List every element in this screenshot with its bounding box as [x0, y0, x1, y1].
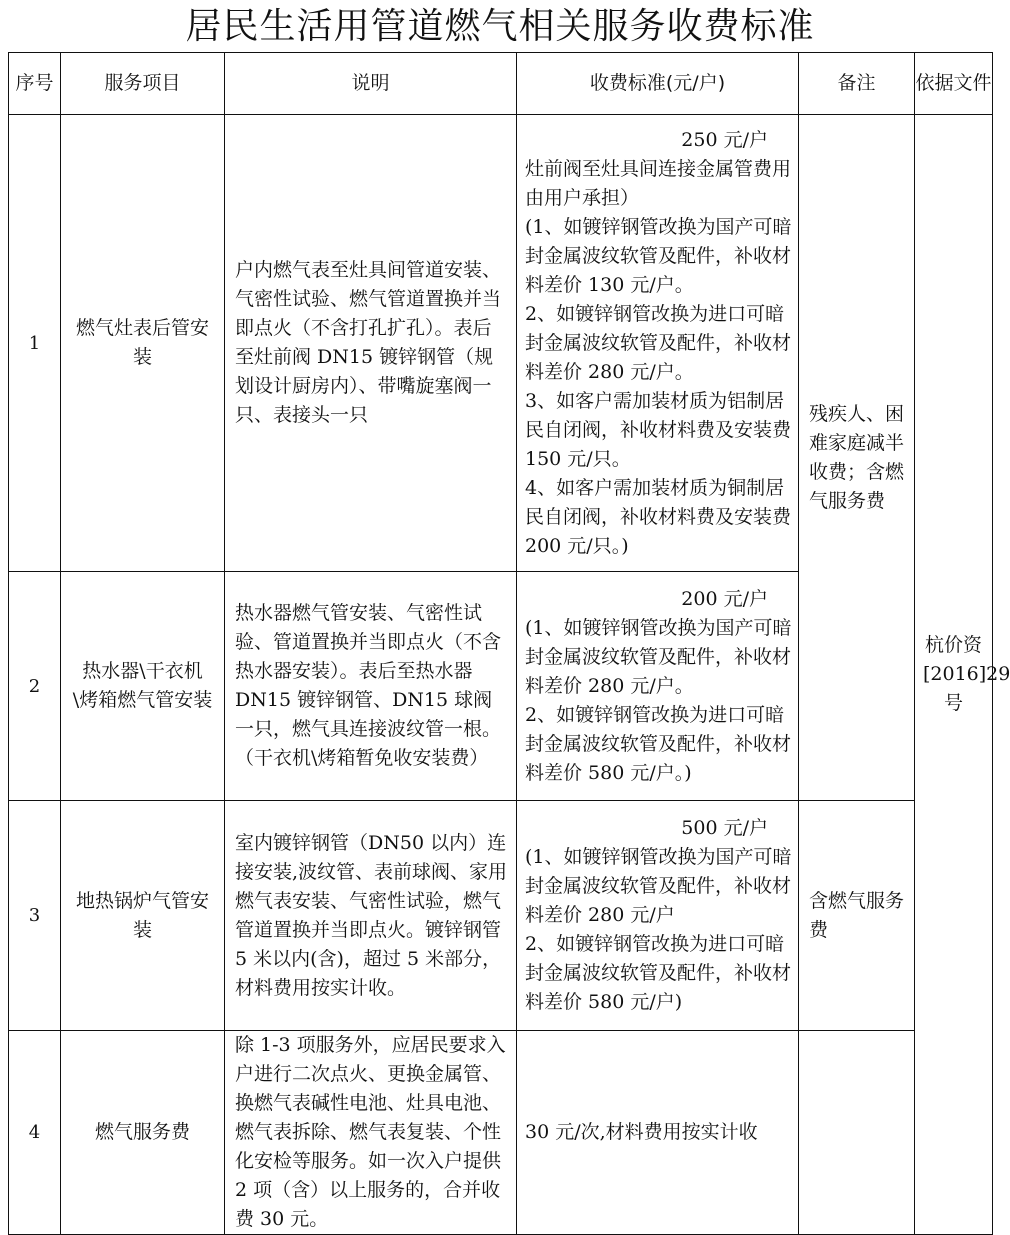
- row-item: 热水器\干衣机\烤箱燃气管安装: [61, 572, 225, 801]
- page-title: 居民生活用管道燃气相关服务收费标准: [185, 6, 815, 47]
- fee-amount: 500 元/户: [681, 817, 768, 839]
- row-fee: [517, 115, 799, 572]
- basis-document: 杭价资[2016]29号: [915, 115, 993, 1235]
- row-desc: 热水器燃气管安装、气密性试验、管道置换并当即点火（不含热水器安装）。表后至热水器 DN15 镀锌钢管、DN15 球阀一只，燃气具连接波纹管一根。（干衣机\烤箱暂免收安装费）: [225, 572, 517, 801]
- row-fee: [517, 1031, 799, 1235]
- table-row: [9, 115, 993, 572]
- row-desc: 除 1-3 项服务外，应居民要求入户进行二次点火、更换金属管、换燃气表碱性电池、灶具电池、燃气表拆除、燃气表复装、个性化安检等服务。如一次入户提供 2 项（含）以上服务的，合并收费 30 元。: [225, 1031, 517, 1235]
- fee-line: (1、如镀锌钢管改换为国产可暗封金属波纹软管及配件，补收材料差价 280 元/户。: [525, 616, 792, 697]
- fee-line: 4、如客户需加装材质为铜制居民自闭阀，补收材料费及安装费 200 元/只。): [525, 476, 792, 557]
- row-index: 2: [9, 572, 61, 801]
- fee-line: 2、如镀锌钢管改换为进口可暗封金属波纹软管及配件，补收材料差价 580 元/户。): [525, 703, 792, 784]
- fee-line: 3、如客户需加装材质为铝制居民自闭阀，补收材料费及安装费 150 元/只。: [525, 389, 792, 470]
- header-item: 服务项目: [61, 53, 225, 115]
- row-index: 3: [9, 801, 61, 1031]
- row-item: 燃气灶表后管安装: [61, 115, 225, 572]
- header-fee: 收费标准(元/户): [517, 53, 799, 115]
- row-fee: [517, 572, 799, 801]
- table-header-row: [9, 53, 993, 115]
- row-item: 燃气服务费: [61, 1031, 225, 1235]
- row-fee: [517, 801, 799, 1031]
- row-index: 1: [9, 115, 61, 572]
- table-row: [9, 801, 993, 1031]
- row-index: 4: [9, 1031, 61, 1235]
- row-note: 残疾人、困难家庭减半收费；含燃气服务费: [799, 115, 915, 801]
- fee-line: 灶前阀至灶具间连接金属管费用由用户承担）: [525, 157, 792, 209]
- table-row: [9, 1031, 993, 1235]
- fee-table: [8, 52, 1010, 1235]
- header-basis: 依据文件: [915, 53, 993, 115]
- row-item: 地热锅炉气管安装: [61, 801, 225, 1031]
- row-note: [799, 1031, 915, 1235]
- fee-line: 2、如镀锌钢管改换为进口可暗封金属波纹软管及配件，补收材料差价 280 元/户。: [525, 302, 792, 383]
- fee-amount: 200 元/户: [681, 587, 768, 610]
- fee-amount: 250 元/户: [681, 128, 768, 151]
- fee-line: (1、如镀锌钢管改换为国产可暗封金属波纹软管及配件，补收材料差价 130 元/户。: [525, 215, 792, 296]
- fee-line: (1、如镀锌钢管改换为国产可暗封金属波纹软管及配件，补收材料差价 280 元/户: [525, 846, 792, 926]
- header-desc: 说明: [225, 53, 517, 115]
- row-desc: 室内镀锌钢管（DN50 以内）连接安装,波纹管、表前球阀、家用燃气表安装、气密性试验，燃气管道置换并当即点火。镀锌钢管 5 米以内(含)，超过 5 米部分，材料费用按实计收。: [225, 801, 517, 1031]
- fee-line: 2、如镀锌钢管改换为进口可暗封金属波纹软管及配件，补收材料差价 580 元/户): [525, 933, 792, 1013]
- header-index: 序号: [9, 53, 61, 115]
- header-note: 备注: [799, 53, 915, 115]
- row-desc: 户内燃气表至灶具间管道安装、气密性试验、燃气管道置换并当即点火（不含打孔扩孔）。表后至灶前阀 DN15 镀锌钢管（规划设计厨房内）、带嘴旋塞阀一只、表接头一只: [225, 115, 517, 572]
- row-note: 含燃气服务费: [799, 801, 915, 1031]
- fee-amount: 30 元/次,材料费用按实计收: [525, 1121, 758, 1143]
